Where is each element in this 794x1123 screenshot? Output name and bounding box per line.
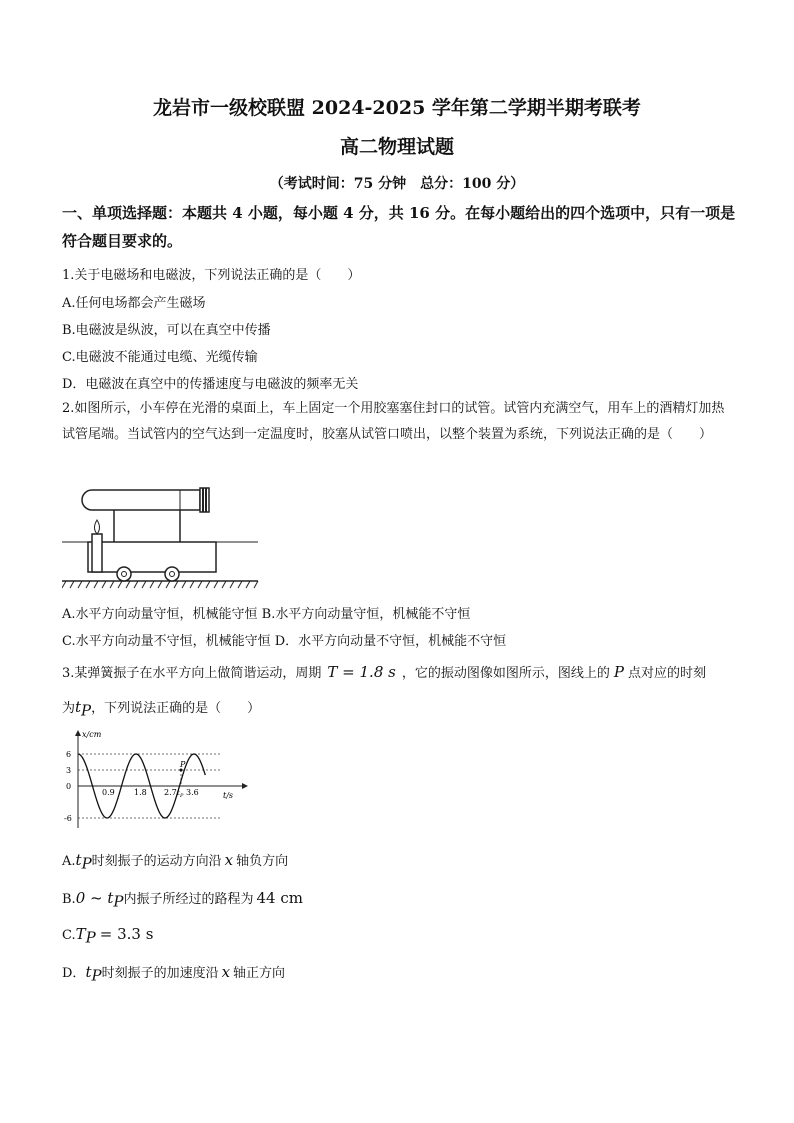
cart-apparatus-figure bbox=[62, 480, 262, 592]
point-p-label: P bbox=[180, 760, 186, 769]
q3-stem-e: ，下列说法正确的是（ ） bbox=[91, 701, 261, 716]
q3-point-p: P bbox=[613, 663, 624, 681]
exam-info: （考试时间：75 分钟 总分：100 分） bbox=[269, 176, 525, 192]
ytick-3: 3 bbox=[66, 766, 72, 775]
q3-c-t: T bbox=[75, 925, 86, 943]
q3-tp-sub: P bbox=[81, 701, 92, 720]
q3-d-pre: D． bbox=[62, 966, 86, 981]
xtick-1-8: 1.8 bbox=[134, 788, 147, 797]
q2-options-ab: A.水平方向动量守恒，机械能守恒 B.水平方向动量守恒，机械能不守恒 bbox=[62, 607, 471, 622]
q3-option-b bbox=[62, 888, 303, 911]
graph-xlabel: t/s bbox=[223, 791, 234, 800]
section-heading: 一、单项选择题：本题共 4 小题，每小题 4 分，共 16 分。在每小题给出的四个选项中，只有一项是符合题目要求的。 bbox=[62, 204, 736, 250]
q3-d-x: x bbox=[221, 963, 231, 981]
q3-b-tp-sub: P bbox=[113, 892, 124, 911]
q1-option-d: D．电磁波在真空中的传播速度与电磁波的频率无关 bbox=[62, 377, 359, 392]
q3-tp: t bbox=[75, 698, 82, 716]
q3-a-tp-sub: P bbox=[81, 854, 92, 873]
q3-a-post: 时刻振子的运动方向沿 bbox=[91, 854, 222, 869]
xtick-0-9: 0.9 bbox=[102, 788, 115, 797]
q3-option-c bbox=[62, 925, 153, 947]
xtick-3-6: 3.6 bbox=[186, 788, 199, 797]
q3-stem-b: ，它的振动图像如图所示，图线上的 bbox=[401, 666, 610, 681]
q3-a-x: x bbox=[224, 851, 234, 869]
q3-d-tp: t bbox=[85, 963, 92, 981]
oscillation-graph bbox=[62, 728, 252, 832]
graph-ylabel: x/cm bbox=[82, 730, 102, 739]
q3-d-tp-sub: P bbox=[91, 966, 102, 985]
q3-option-d bbox=[62, 962, 285, 985]
q3-stem-a: 3.某弹簧振子在水平方向上做简谐运动，周期 bbox=[62, 666, 322, 681]
exam-subtitle: 高二物理试题 bbox=[339, 136, 454, 158]
q3-c-eq: = 3.3 s bbox=[99, 925, 154, 943]
ytick-0: 0 bbox=[66, 782, 72, 791]
q3-b-val: 44 cm bbox=[256, 889, 303, 907]
q1-option-a: A.任何电场都会产生磁场 bbox=[62, 296, 206, 311]
xtick-tp: t bbox=[177, 789, 180, 797]
ytick-neg6: -6 bbox=[64, 814, 72, 823]
q3-period: T = 1.8 s bbox=[327, 663, 396, 681]
exam-title: 龙岩市一级校联盟 2024-2025 学年第二学期半期考联考 bbox=[153, 97, 641, 119]
q1-stem: 1.关于电磁场和电磁波，下列说法正确的是（ ） bbox=[62, 268, 361, 283]
point-p-marker bbox=[180, 769, 183, 772]
q3-stem-c: 点对应的时刻 bbox=[627, 666, 706, 681]
q3-b-pre: B. bbox=[62, 892, 76, 907]
q1-option-c: C.电磁波不能通过电缆、光缆传输 bbox=[62, 350, 258, 365]
q3-a-pre: A. bbox=[62, 854, 76, 869]
q3-c-tp-sub: P bbox=[85, 928, 96, 947]
q2-options-cd: C.水平方向动量不守恒，机械能守恒 D．水平方向动量不守恒，机械能不守恒 bbox=[62, 634, 507, 649]
q2-stem: 2.如图所示，小车停在光滑的桌面上，车上固定一个用胶塞塞住封口的试管。试管内充满空气，用车上的酒精灯加热试管尾端。当试管内的空气达到一定温度时，胶塞从试管口喷出，以整个装置为系统，下列说法正确的是（ ） bbox=[62, 401, 725, 442]
q3-a-tp: t bbox=[75, 851, 82, 869]
q3-stem-d: 为 bbox=[62, 701, 76, 716]
q3-b-range: 0 ~ t bbox=[75, 889, 114, 907]
q3-option-a bbox=[62, 850, 288, 873]
xtick-2-7: 2.7 bbox=[164, 788, 177, 797]
ytick-6: 6 bbox=[66, 750, 72, 759]
q3-a-end: 轴负方向 bbox=[236, 854, 289, 869]
q3-stem-line1 bbox=[62, 662, 706, 681]
q3-c-pre: C. bbox=[62, 928, 76, 943]
q3-b-mid: 内振子所经过的路程为 bbox=[123, 892, 254, 907]
q3-d-end: 轴正方向 bbox=[233, 966, 286, 981]
q3-d-post: 时刻振子的加速度沿 bbox=[101, 966, 219, 981]
q1-option-b: B.电磁波是纵波，可以在真空中传播 bbox=[62, 323, 271, 338]
xtick-tp-sub: P bbox=[180, 793, 184, 799]
q3-stem-line2 bbox=[62, 697, 260, 720]
